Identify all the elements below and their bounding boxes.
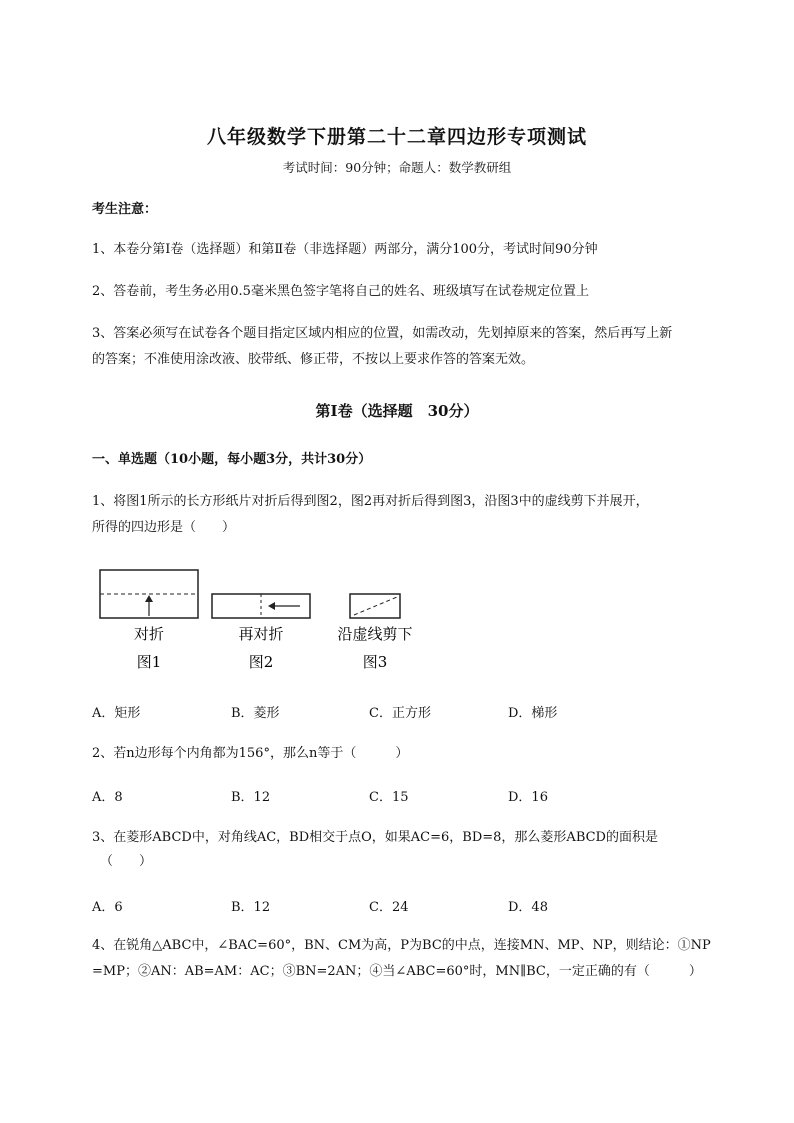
- part-heading: 一、单选题（10小题，每小题3分，共计30分）: [92, 452, 372, 467]
- question-3-option-a[interactable]: A．6: [92, 900, 123, 915]
- figure-2-caption: 再对折: [238, 625, 284, 643]
- question-1-figure: [92, 562, 432, 677]
- question-2-option-c[interactable]: C．15: [369, 790, 409, 805]
- question-2-option-a[interactable]: A．8: [92, 790, 123, 805]
- question-1-option-b[interactable]: B．菱形: [231, 706, 280, 721]
- question-2-option-b[interactable]: B．12: [231, 790, 271, 805]
- question-1-line-2: 所得的四边形是（ ）: [92, 520, 236, 535]
- question-4-line-1: 4、在锐角△ABC中，∠BAC=60°，BN、CM为高，P为BC的中点，连接MN、MP、NP，则结论：①NP: [92, 938, 711, 953]
- question-2-option-d[interactable]: D．16: [508, 790, 548, 805]
- figure-1: [100, 570, 198, 671]
- figure-3-caption: 沿虚线剪下: [337, 625, 413, 643]
- document-title: 八年级数学下册第二十二章四边形专项测试: [206, 126, 587, 148]
- figure-2: [212, 594, 310, 671]
- question-1-option-d[interactable]: D．梯形: [508, 706, 558, 721]
- notice-heading: 考生注意：: [92, 202, 158, 217]
- figure-3-label: 图3: [362, 653, 388, 671]
- figure-3: [337, 594, 412, 671]
- figure-2-label: 图2: [248, 653, 274, 671]
- question-1-option-c[interactable]: C．正方形: [369, 706, 431, 721]
- document-subtitle: 考试时间：90分钟；命题人：数学教研组: [282, 160, 512, 175]
- figure-1-label: 图1: [136, 653, 162, 671]
- question-3-line-1: 3、在菱形ABCD中，对角线AC，BD相交于点O，如果AC=6，BD=8，那么菱形ABCD的面积是: [92, 830, 658, 845]
- notice-item-2: 2、答卷前，考生务必用0.5毫米黑色签字笔将自己的姓名、班级填写在试卷规定位置上: [92, 284, 589, 299]
- question-2-line-1: 2、若n边形每个内角都为156°，那么n等于（ ）: [92, 746, 409, 761]
- question-3-line-2: （ ）: [100, 854, 153, 869]
- question-3-option-b[interactable]: B．12: [231, 900, 271, 915]
- notice-item-1: 1、本卷分第I卷（选择题）和第Ⅱ卷（非选择题）两部分，满分100分，考试时间90分钟: [92, 242, 598, 257]
- notice-item-3-continued: 的答案；不准使用涂改液、胶带纸、修正带，不按以上要求作答的答案无效。: [92, 352, 535, 367]
- question-3-option-c[interactable]: C．24: [369, 900, 409, 915]
- question-4-line-2: =MP；②AN：AB=AM：AC；③BN=2AN；④当∠ABC=60°时，MN∥BC，一定正确的有（ ）: [92, 964, 702, 979]
- question-3-option-d[interactable]: D．48: [508, 900, 548, 915]
- question-1-line-1: 1、将图1所示的长方形纸片对折后得到图2，图2再对折后得到图3，沿图3中的虚线剪下并展开，: [92, 494, 649, 509]
- question-1-option-a[interactable]: A．矩形: [92, 706, 141, 721]
- figure-1-caption: 对折: [133, 625, 165, 643]
- section-title: 第I卷（选择题 30分）: [315, 402, 479, 420]
- notice-item-3: 3、答案必须写在试卷各个题目指定区域内相应的位置，如需改动，先划掉原来的答案，然后再写上新: [92, 326, 673, 341]
